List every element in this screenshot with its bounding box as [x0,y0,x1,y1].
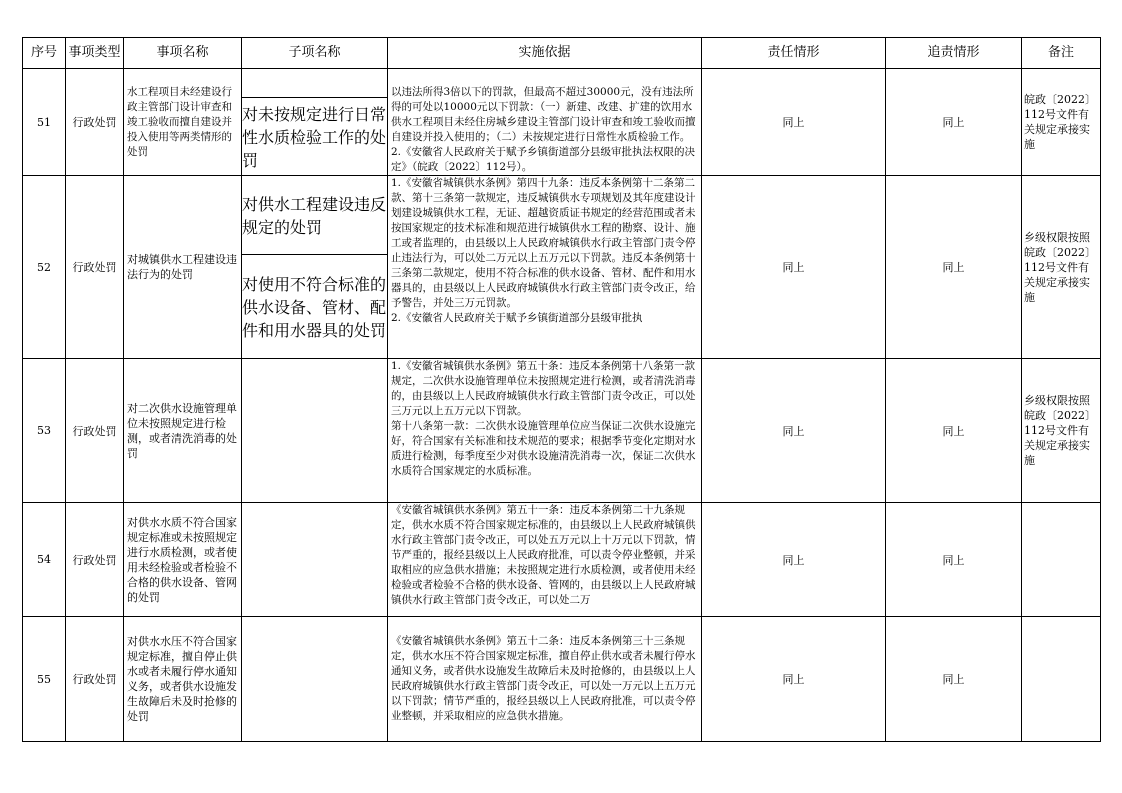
row-responsibility: 同上 [702,617,886,742]
measures-table [22,37,1101,742]
row-note-cell [1022,617,1101,742]
row-no: 54 [23,503,66,617]
table-row [23,503,1101,617]
sub-item: 对供水工程建设违反规定的处罚 [242,176,387,255]
row-name: 对供水水压不符合国家规定标准，擅自停止供水或者未履行停水通知义务，或者供水设施发生故障后未及时抢修的处罚 [127,635,237,723]
row-note: 皖政〔2022〕112号文件有关规定承接实施 [1024,93,1096,151]
row-sub-cell [242,503,388,617]
row-name-cell [124,69,242,176]
row-no: 53 [23,359,66,503]
row-sub-cell [242,617,388,742]
header-name: 事项名称 [124,38,242,69]
row-note-cell [1022,176,1101,359]
header-responsibility: 责任情形 [702,38,886,69]
row-note: 乡级权限按照皖政〔2022〕112号文件有关规定承接实施 [1024,394,1096,467]
row-type: 行政处罚 [66,359,124,503]
table-row [23,176,1101,359]
row-basis: 《安徽省城镇供水条例》第五十二条：违反本条例第三十三条规定，供水水压不符合国家规定标准，擅自停止供水或者未履行停水通知义务，或者供水设施发生故障后未及时抢修的，由县级以上人民政府城镇供水行政主管部门责令改正，可以处一万元以上五万元以下罚款；情节严重的，报经县级以上人民政府批准，可以责令停业整顿，并采取相应的应急供水措施。 [391,635,696,722]
row-type: 行政处罚 [66,176,124,359]
table-row [23,69,1101,176]
row-no: 55 [23,617,66,742]
row-basis-cell [388,503,702,617]
row-basis: 1.《安徽省城镇供水条例》第四十九条：违反本条例第十二条第二款、第十三条第一款规定，违反城镇供水专项规划及其年度建设计划建设城镇供水工程，无证、超越资质证书规定的经营范围或者未按国家规定的技术标准和规范进行城镇供水工程的勘察、设计、施工或者监理的，由县级以上人民政府城镇供水行政主管部门责令停止违法行为，可以处二万元以上五万元以下罚款。违反本条例第十三条第二款规定，使用不符合标准的供水设备、管材、配件和用水器具的，由县级以上人民政府城镇供水行政主管部门责令改正，给予警告，并处三万元罚款。 2.《安徽省人民政府关于赋予乡镇街道部分县级审批执 [391,177,696,324]
row-type: 行政处罚 [66,503,124,617]
row-type: 行政处罚 [66,617,124,742]
row-note-cell [1022,359,1101,503]
row-note: 乡级权限按照皖政〔2022〕112号文件有关规定承接实施 [1024,230,1096,304]
row-basis-cell [388,69,702,176]
row-responsibility: 同上 [702,69,886,176]
header-note: 备注 [1022,38,1101,69]
row-accountability: 同上 [886,503,1022,617]
row-sub-cell [242,359,388,503]
row-accountability: 同上 [886,176,1022,359]
row-sub-cell [242,69,388,176]
header-accountability: 追责情形 [886,38,1022,69]
table-row [23,359,1101,503]
table-row [23,617,1101,742]
row-basis: 1.《安徽省城镇供水条例》第五十条：违反本条例第十八条第一款规定，二次供水设施管理单位未按照规定进行检测，或者清洗消毒的，由县级以上人民政府城镇供水行政主管部门责令改正，可以处三万元以上五万元以下罚款。 第十八条第一款：二次供水设施管理单位应当保证二次供水设施完好，符合国家有关标准和技术规范的要求；根据季节变化定期对水质进行检测，每季度至少对供水设施清洗消毒一次，保证二次供水水质符合国家规定的水质标准。 [391,360,696,477]
sub-item [242,69,387,98]
row-responsibility: 同上 [702,359,886,503]
header-sub: 子项名称 [242,38,388,69]
header-type: 事项类型 [66,38,124,69]
row-responsibility: 同上 [702,176,886,359]
row-basis-cell [388,176,702,359]
row-basis: 以违法所得3倍以下的罚款，但最高不超过30000元，没有违法所得的可处以10000元以下罚款：（一）新建、改建、扩建的饮用水供水工程项目未经住房城乡建设主管部门设计审查和竣工验收而擅自建设并投入使用的；（二）未按规定进行日常性水质检验工作。 2.《安徽省人民政府关于赋予乡镇街道部分县级审批执法权限的决定》（皖政〔2022〕112号）。 [391,86,696,173]
row-name-cell [124,176,242,359]
row-no: 52 [23,176,66,359]
row-note-cell [1022,69,1101,176]
row-name: 水工程项目未经建设行政主管部门设计审查和竣工验收而擅自建设并投入使用等两类情形的处罚 [127,85,232,158]
row-sub-cell [242,176,388,359]
row-accountability: 同上 [886,359,1022,503]
header-basis: 实施依据 [388,38,702,69]
row-name: 对供水水质不符合国家规定标准或未按照规定进行水质检测，或者使用未经检验或者检验不合格的供水设备、管网的处罚 [127,515,237,604]
sub-item: 对使用不符合标准的供水设备、管材、配件和用水器具的处罚 [242,275,387,340]
row-accountability: 同上 [886,69,1022,176]
row-name: 对二次供水设施管理单位未按照规定进行检测，或者清洗消毒的处罚 [127,401,237,460]
row-no: 51 [23,69,66,176]
row-name-cell [124,359,242,503]
row-basis-cell [388,359,702,503]
row-basis: 《安徽省城镇供水条例》第五十一条：违反本条例第二十九条规定，供水水质不符合国家规定标准的，由县级以上人民政府城镇供水行政主管部门责令改正，可以处五万元以上十万元以下罚款，情节严重的，报经县级以上人民政府批准，可以责令停业整顿，并采取相应的应急供水措施；未按照规定进行水质检测，或者使用未经检验或者检验不合格的供水设备、管网的，由县级以上人民政府城镇供水行政主管部门责令改正，可以处二万 [391,504,696,606]
row-responsibility: 同上 [702,503,886,617]
row-type: 行政处罚 [66,69,124,176]
sub-item: 对未按规定进行日常性水质检验工作的处罚 [242,105,387,170]
row-name: 对城镇供水工程建设违法行为的处罚 [127,253,237,281]
header-row [23,38,1101,69]
row-name-cell [124,617,242,742]
row-accountability: 同上 [886,617,1022,742]
row-basis-cell [388,617,702,742]
row-name-cell [124,503,242,617]
row-note-cell [1022,503,1101,617]
header-no: 序号 [23,38,66,69]
